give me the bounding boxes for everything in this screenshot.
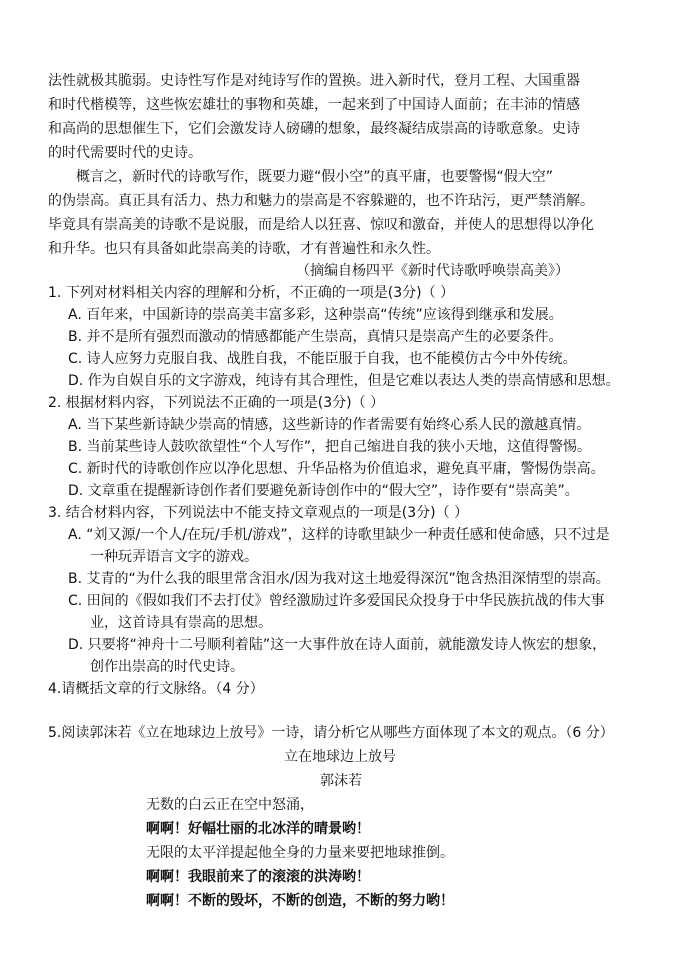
poem-title: 立在地球边上放号 xyxy=(284,749,396,765)
option-c: C. 新时代的诗歌创作应以净化思想、升华品格为价值追求，避免真平庸，警惕伪崇高。 xyxy=(68,461,605,477)
option-a-continued: 一种玩弄语言文字的游戏。 xyxy=(90,549,258,565)
passage-line: 法性就极其脆弱。史诗性写作是对纯诗写作的置换。进入新时代，登月工程、大国重器 xyxy=(48,73,580,89)
option-a: A. “刘又源/一个人/在玩/手机/游戏”，这样的诗歌里缺少一种责任感和使命感，只不过是 xyxy=(68,527,610,543)
option-c-continued: 业，这首诗具有崇高的思想。 xyxy=(90,615,272,631)
poem-line: 无限的太平洋提起他全身的力量来要把地球推倒。 xyxy=(146,845,454,861)
option-d: D. 文章重在提醒新诗创作者们要避免新诗创作中的“假大空”，诗作要有“崇高美”。 xyxy=(68,483,579,499)
option-a: A. 百年来，中国新诗的崇高美丰富多彩，这种崇高“传统”应该得到继承和发展。 xyxy=(68,307,563,323)
option-d-continued: 创作出崇高的时代史诗。 xyxy=(90,659,244,675)
passage-line: 的时代需要时代的史诗。 xyxy=(48,145,202,161)
question-stem: 1. 下列对材料相关内容的理解和分析，不正确的一项是(3分)（ ） xyxy=(48,285,455,301)
poem-line: 啊啊！我眼前来了的滚滚的洪涛哟！ xyxy=(146,869,370,885)
option-b: B. 艾青的“为什么我的眼里常含泪水/因为我对这土地爱得深沉”饱含热泪深情型的崇高。 xyxy=(68,571,610,587)
passage-source: （摘编自杨四平《新时代诗歌呼唤崇高美》） xyxy=(296,263,569,279)
passage-line: 和升华。也只有具备如此崇高美的诗歌，才有普遍性和永久性。 xyxy=(48,241,440,257)
poem-line: 啊啊！好幅壮丽的北冰洋的晴景哟！ xyxy=(146,821,370,837)
passage-line: 概言之，新时代的诗歌写作，既要力避“假小空”的真平庸，也要警惕“假大空” xyxy=(76,169,554,185)
option-a: A. 当下某些新诗缺少崇高的情感，这些新诗的作者需要有始终心系人民的激越真情。 xyxy=(68,417,591,433)
poem-line: 啊啊！不断的毁坏，不断的创造，不断的努力哟！ xyxy=(146,893,454,909)
question-stem: 5.阅读郭沫若《立在地球边上放号》一诗，请分析它从哪些方面体现了本文的观点。（6 分） xyxy=(48,725,614,741)
passage-line: 和时代楷模等，这些恢宏雄壮的事物和英雄，一起来到了中国诗人面前；在丰沛的情感 xyxy=(48,97,580,113)
question-stem: 4.请概括文章的行文脉络。（4 分） xyxy=(48,681,264,697)
passage-line: 毕竟具有崇高美的诗歌不是说服，而是给人以狂喜、惊叹和激奋，并使人的思想得以净化 xyxy=(48,217,594,233)
passage-line: 的伪崇高。真正具有活力、热力和魅力的崇高是不容躲避的，也不许玷污，更严禁消解。 xyxy=(48,193,594,209)
option-d: D. 作为自娱自乐的文字游戏，纯诗有其合理性，但是它难以表达人类的崇高情感和思想。 xyxy=(68,373,620,389)
option-d: D. 只要将“神舟十二号顺利着陆”这一大事件放在诗人面前，就能激发诗人恢宏的想象， xyxy=(68,637,607,653)
poem-author: 郭沫若 xyxy=(320,773,362,789)
option-c: C. 诗人应努力克服自我、战胜自我，不能臣服于自我，也不能模仿古今中外传统。 xyxy=(68,351,577,367)
passage-line: 和高尚的思想催生下，它们会激发诗人磅礴的想象，最终凝结成崇高的诗歌意象。史诗 xyxy=(48,121,580,137)
question-stem: 3. 结合材料内容，下列说法中不能支持文章观点的一项是(3分)（ ） xyxy=(48,505,469,521)
option-b: B. 并不是所有强烈而激动的情感都能产生崇高，真情只是崇高产生的必要条件。 xyxy=(68,329,563,345)
option-c: C. 田间的《假如我们不去打仗》曾经激励过许多爱国民众投身于中华民族抗战的伟大事 xyxy=(68,593,605,609)
poem-line: 无数的白云正在空中怒涌， xyxy=(146,797,314,813)
option-b: B. 当前某些诗人鼓吹欲望性“个人写作”，把自己缩进自我的狭小天地，这值得警惕。 xyxy=(68,439,592,455)
question-stem: 2. 根据材料内容，下列说法不正确的一项是(3分)（ ） xyxy=(48,395,385,411)
